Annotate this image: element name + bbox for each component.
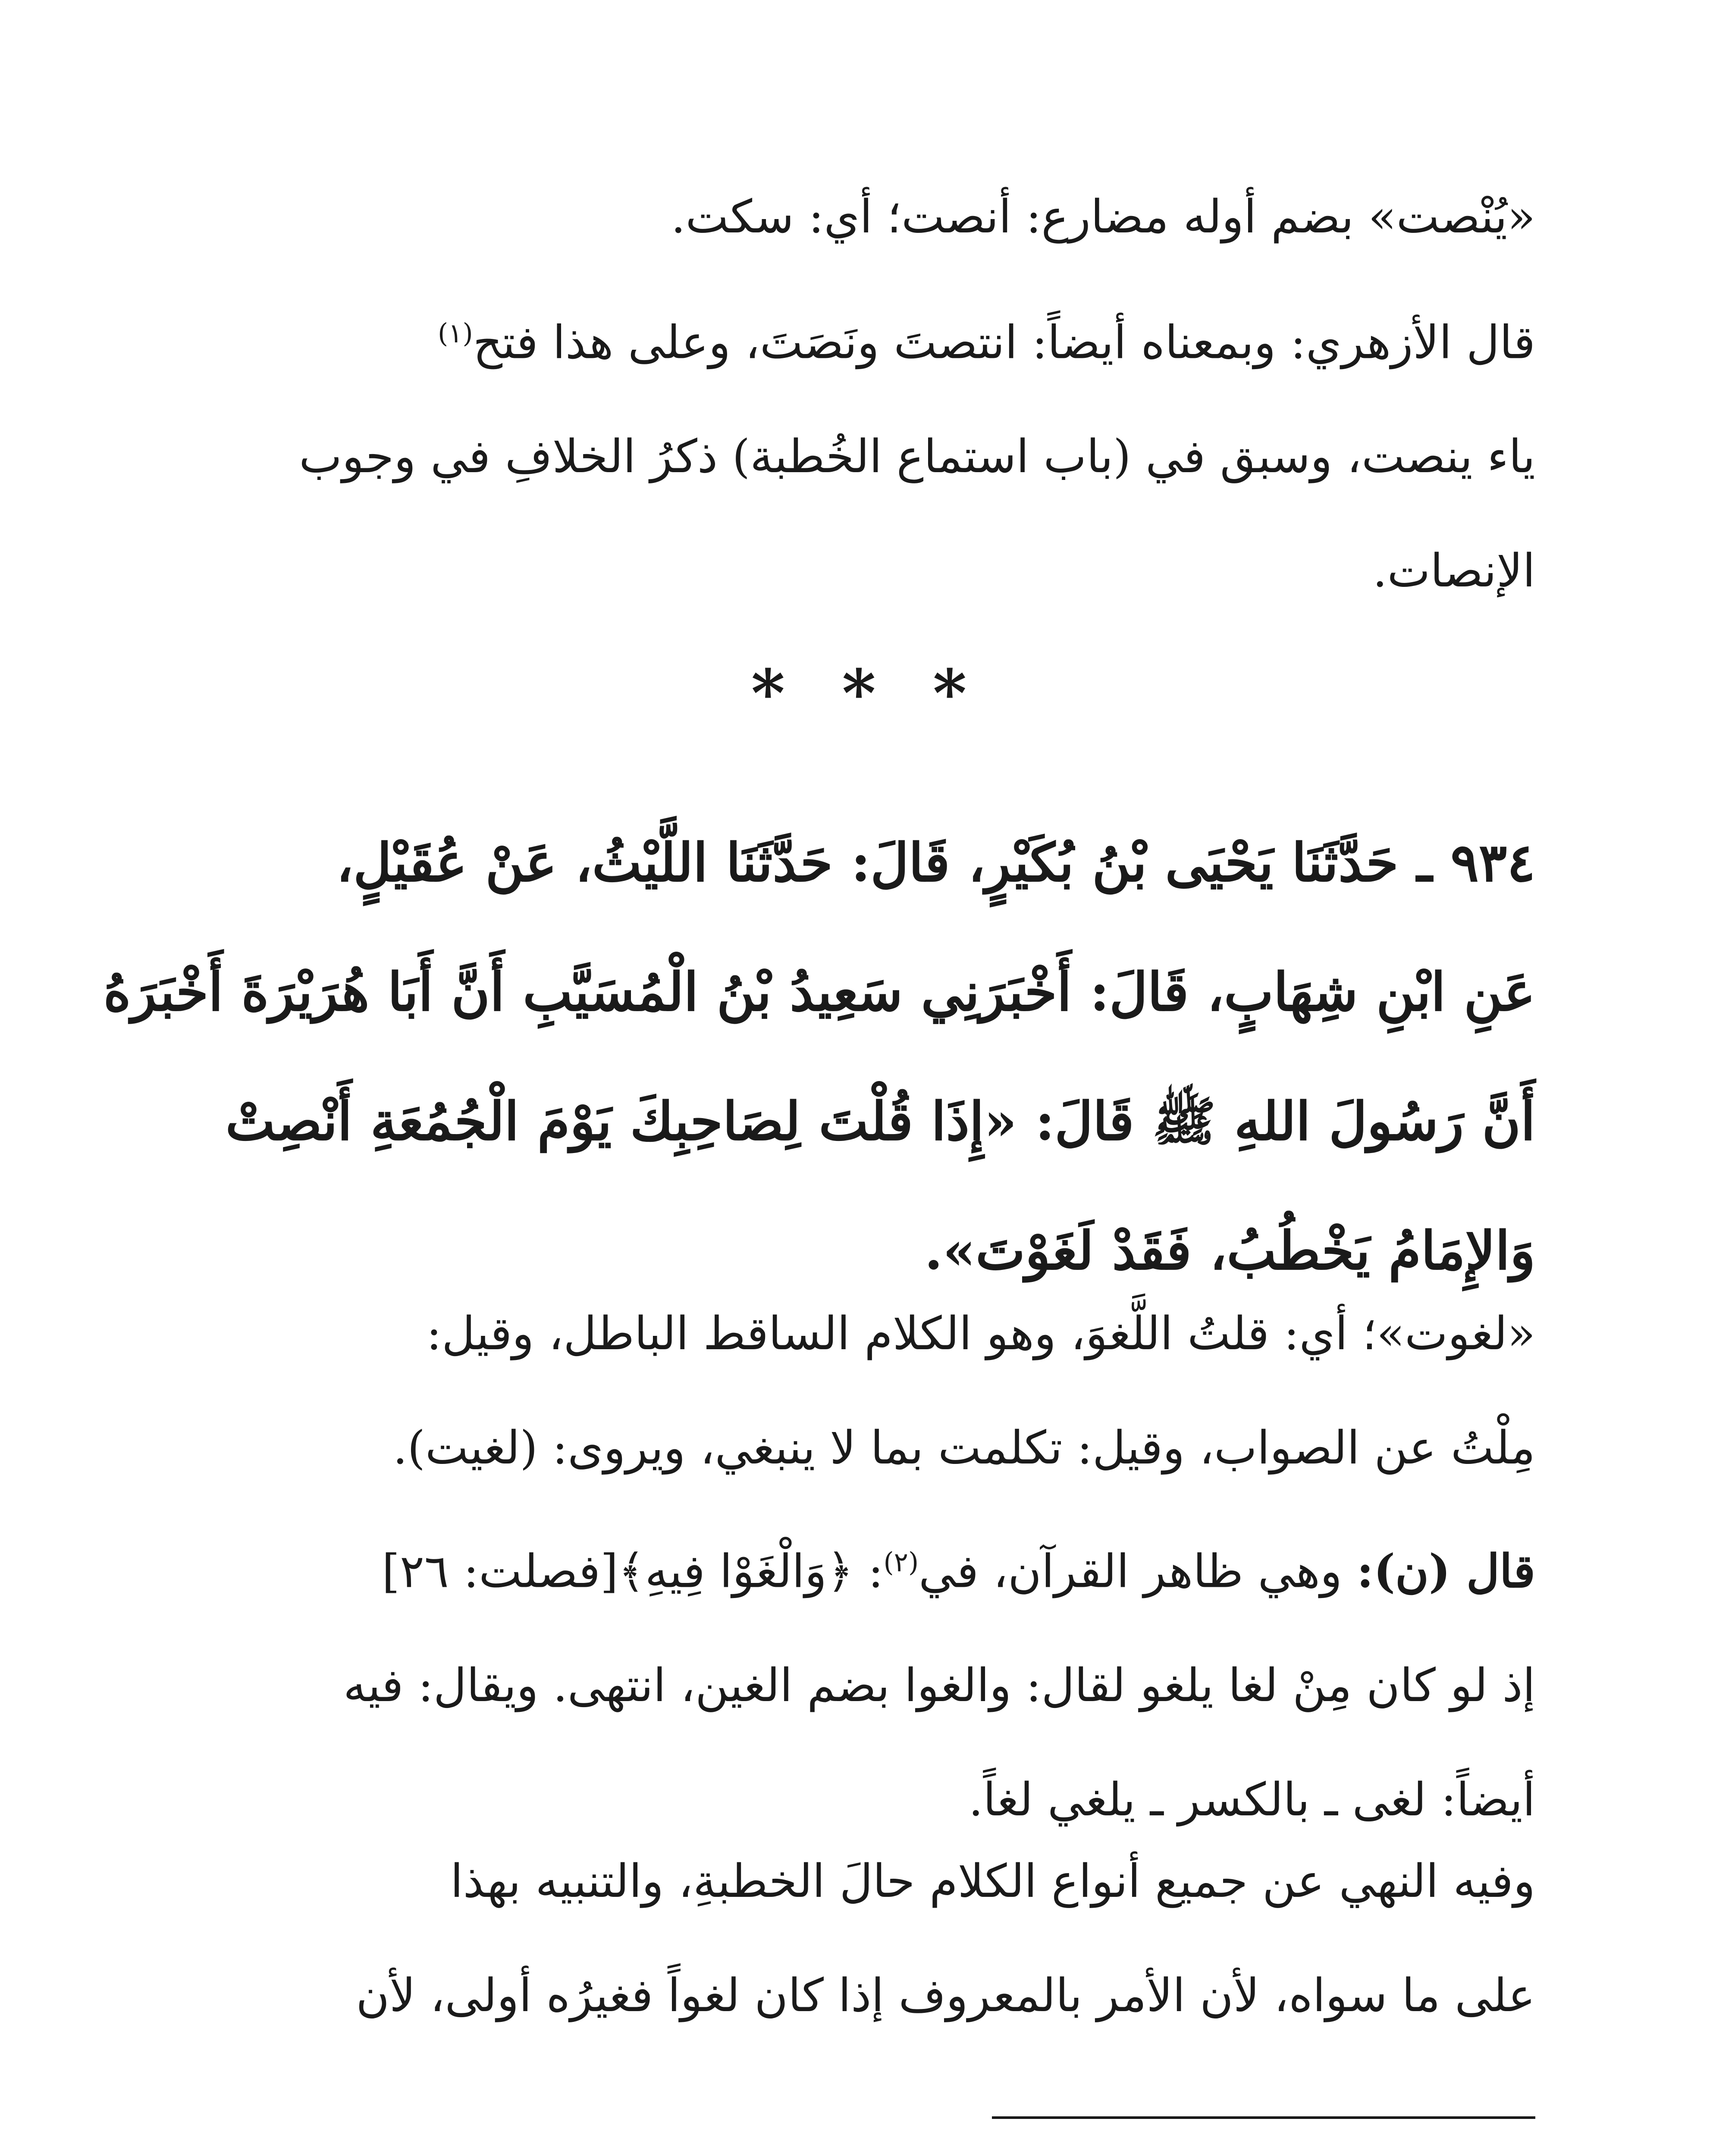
paragraph-5 xyxy=(242,1824,1535,2053)
text-line: على ما سواه، لأن الأمر بالمعروف إذا كان لغواً فغيرُه أولى، لأن xyxy=(356,1969,1535,2022)
text-segment: وهي ظاهر القرآن، في xyxy=(919,1545,1343,1598)
text-line: وفيه النهي عن جميع أنواع الكلام حالَ الخطبةِ، والتنبيه بهذا xyxy=(450,1855,1535,1908)
paragraph-4 xyxy=(242,1505,1535,1857)
footnote-marker: (١) xyxy=(437,317,473,349)
footnotes xyxy=(242,2139,1535,2156)
section-separator: * * * xyxy=(751,655,984,731)
text-line: «يُنْصت» بضم أوله مضارع: أنصت؛ أي: سكت. xyxy=(671,190,1535,243)
paragraph-1 xyxy=(242,160,1535,274)
commentator-label: قال (ن): xyxy=(1356,1544,1535,1598)
text-line: أيضاً: لغى ـ بالكسر ـ يلغي لغاً. xyxy=(968,1773,1535,1827)
text-line: الإنصات. xyxy=(1372,544,1535,598)
footnote-divider xyxy=(992,2116,1535,2119)
paragraph-3 xyxy=(242,1276,1535,1505)
text-line xyxy=(242,1505,1535,1628)
paragraph-2 xyxy=(242,276,1535,628)
text-line: مِلْتُ عن الصواب، وقيل: تكلمت بما لا ينبغي، ويروى: (لغيت). xyxy=(392,1421,1535,1474)
text-line xyxy=(242,276,1535,399)
hadith-934 xyxy=(103,798,1535,1315)
footnote-number xyxy=(1445,2139,1535,2156)
text-line: «لغوت»؛ أي: قلتُ اللَّغوَ، وهو الكلام الساقط الباطل، وقيل: xyxy=(426,1307,1535,1360)
hadith-line: عَنِ ابْنِ شِهَابٍ، قَالَ: أَخْبَرَنِي سَعِيدُ بْنُ الْمُسَيَّبِ أَنَّ أَبَا هُرَيْرَةَ أَخْبَرَهُ xyxy=(103,961,1535,1023)
quran-citation: : ﴿وَالْغَوْا فِيهِ﴾[فصلت: ٢٦] xyxy=(382,1545,884,1598)
footnote-marker: (٢) xyxy=(883,1546,919,1578)
hadith-line: وَالإِمَامُ يَخْطُبُ، فَقَدْ لَغَوْتَ». xyxy=(924,1219,1535,1282)
text-line: إذ لو كان مِنْ لغا يلغو لقال: والغوا بضم الغين، انتهى. ويقال: فيه xyxy=(343,1659,1535,1712)
footnote-1 xyxy=(242,2139,1535,2156)
hadith-line: أَنَّ رَسُولَ اللهِ ﷺ قَالَ: «إِذَا قُلْتَ لِصَاحِبِكَ يَوْمَ الْجُمُعَةِ أَنْصِتْ xyxy=(225,1090,1535,1152)
text-line: ياء ينصت، وسبق في (باب استماع الخُطبة) ذكرُ الخلافِ في وجوب xyxy=(299,430,1535,483)
hadith-line: ٩٣٤ ـ حَدَّثَنَا يَحْيَى بْنُ بُكَيْرٍ، قَالَ: حَدَّثَنَا اللَّيْثُ، عَنْ عُقَيْلٍ، xyxy=(336,831,1535,893)
text-segment: قال الأزهري: وبمعناه أيضاً: انتصتَ ونَصَتَ، وعلى هذا فتح xyxy=(473,316,1535,369)
